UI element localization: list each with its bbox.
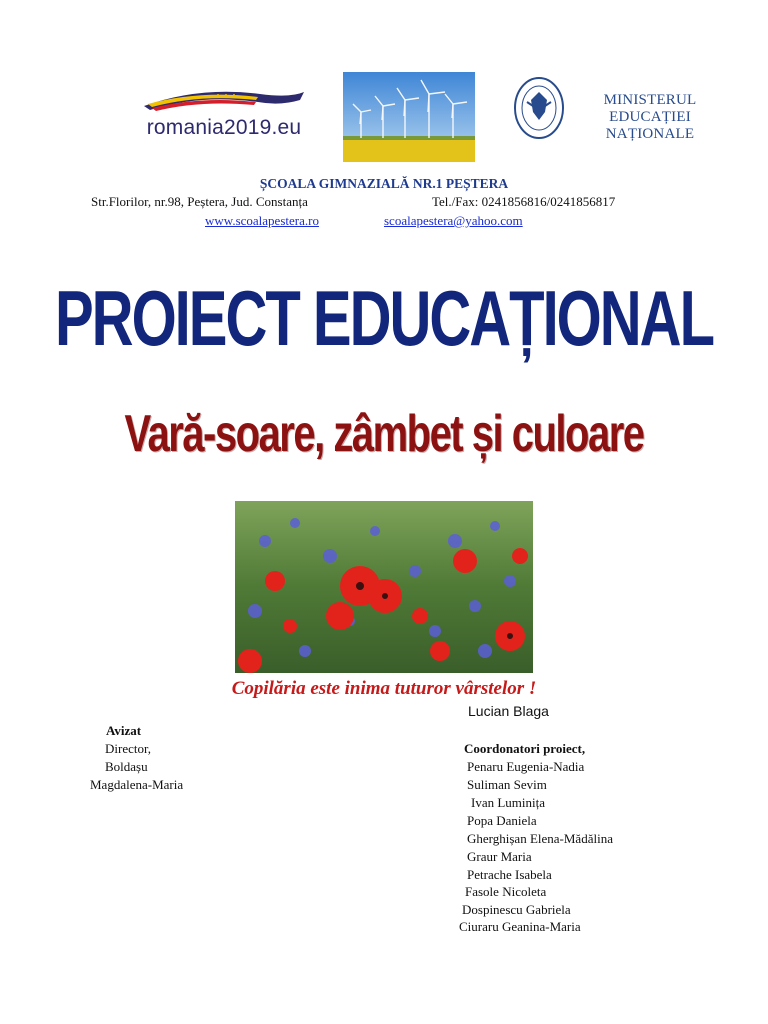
coordinator-name: Ivan Luminița (471, 795, 546, 810)
coordinator-name: Dospinescu Gabriela (462, 902, 571, 917)
coordinator-name: Gherghișan Elena-Mădălina (467, 831, 613, 846)
coordinator-name: Fasole Nicoleta (465, 884, 547, 899)
ministry-line1: MINISTERUL EDUCAȚIEI (603, 92, 697, 125)
romania2019-logo (134, 80, 314, 150)
project-subtitle: Vară-soare, zâmbet și culoare (124, 405, 644, 463)
coordinator-name: Penaru Eugenia-Nadia (467, 759, 585, 774)
coordinators-label: Coordonatori proiect, (464, 741, 586, 756)
quote-text: Copilăria este inima tuturor vârstelor ! (231, 678, 537, 699)
ministry-logo-text (571, 92, 729, 143)
poppy-field-photo (235, 501, 533, 673)
flag-swoosh-icon (140, 84, 308, 114)
romania2019-logo-text: romania2019.eu (146, 116, 302, 139)
coordinator-name: Ciuraru Geanina-Maria (459, 919, 581, 934)
wind-turbines-photo (343, 72, 475, 162)
school-name: ȘCOALA GIMNAZIALĂ NR.1 PEȘTERA (259, 176, 509, 191)
coordinator-name: Popa Daniela (467, 813, 537, 828)
government-seal-icon (513, 76, 565, 140)
approval-label: Avizat (106, 723, 142, 738)
school-website-link[interactable]: www.scoalapestera.ro (205, 213, 319, 228)
school-address: Str.Florilor, nr.98, Peștera, Jud. Constanța (91, 194, 308, 209)
director-name-line1: Boldașu (105, 759, 148, 774)
ministry-line2: NAȚIONALE (605, 126, 695, 142)
ministry-logo (513, 74, 728, 146)
project-title: PROIECT EDUCAȚIONAL (55, 274, 713, 363)
school-phone: Tel./Fax: 0241856816/0241856817 (432, 194, 616, 209)
coordinator-name: Petrache Isabela (467, 867, 552, 882)
coordinator-name: Graur Maria (467, 849, 532, 864)
director-name-line2: Magdalena-Maria (90, 777, 184, 792)
school-email-link[interactable]: scoalapestera@yahoo.com (384, 213, 523, 228)
quote-author: Lucian Blaga (468, 703, 549, 719)
coordinator-name: Suliman Sevim (467, 777, 547, 792)
director-role: Director, (105, 741, 152, 756)
